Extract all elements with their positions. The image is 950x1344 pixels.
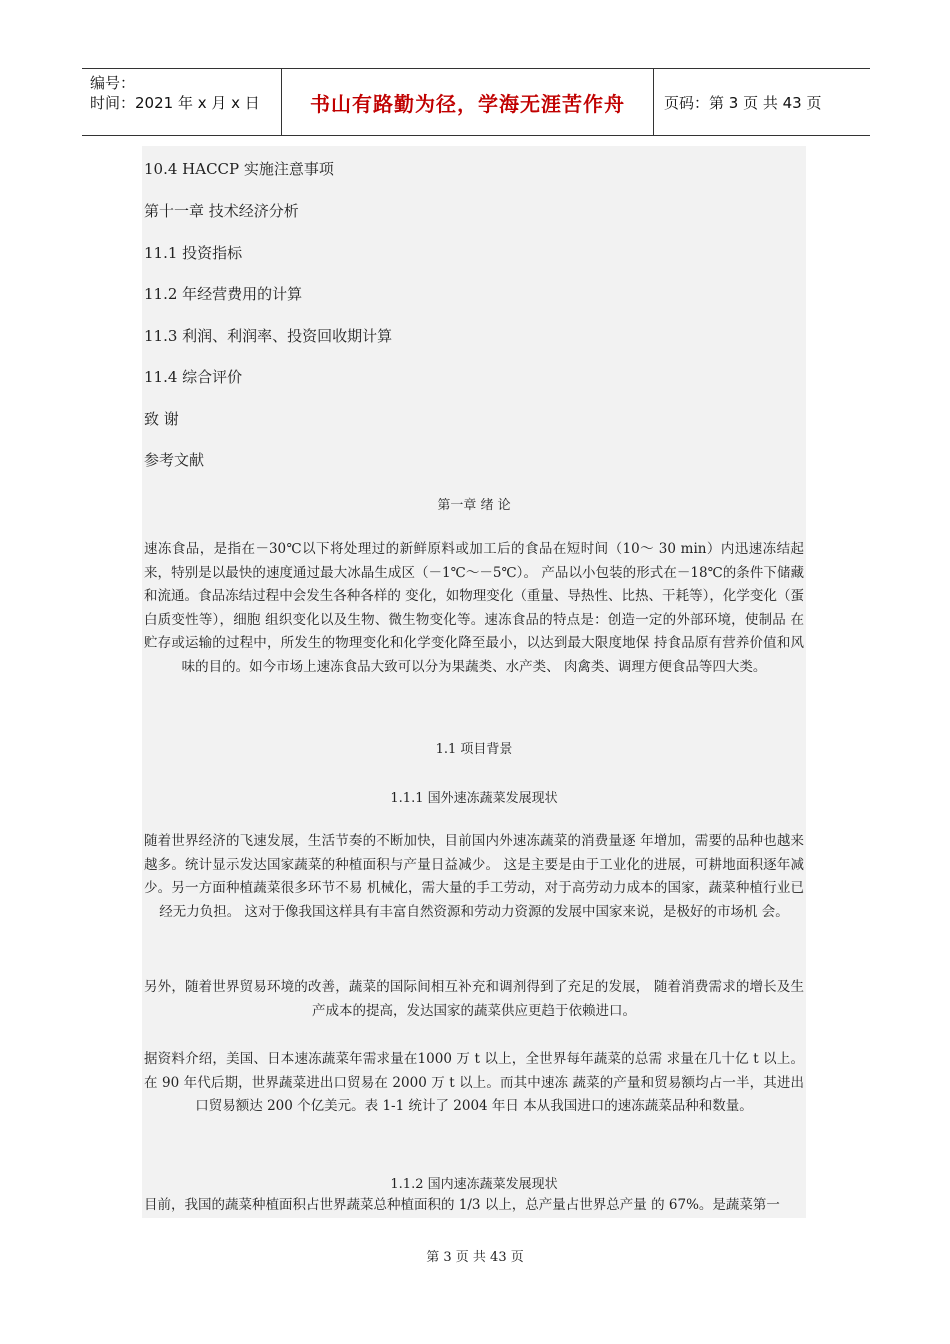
toc-item: 10.4 HACCP 实施注意事项 xyxy=(144,160,334,178)
header-motto-cell xyxy=(282,69,654,135)
toc-item: 11.2 年经营费用的计算 xyxy=(144,285,303,303)
subsection-heading: 1.1.2 国内速冻蔬菜发展现状 xyxy=(390,1177,558,1192)
toc-item: 致 谢 xyxy=(144,410,179,428)
toc-item: 参考文献 xyxy=(144,451,205,469)
header-meta xyxy=(82,69,282,135)
section-heading: 1.1 项目背景 xyxy=(435,742,513,757)
header-page-info: 页码：第 3 页 共 43 页 xyxy=(664,93,822,112)
paragraph-foreign-status: 随着世界经济的飞速发展，生活节奏的不断加快，目前国内外速冻蔬菜的消费量逐 年增加，需要的品种也越来越多。统计显示发达国家蔬菜的种植面积与产量日益减少。 这是主要是由于工业化的进展，可耕地面积逐年减少。另一方面种植蔬菜很多环节不易 机械化，需大量的手工劳动，对于高劳动力成本的国家，蔬菜种植行业已经无力负担。 这对于像我国这样具有丰富自然资源和劳动力资源的发展中国家来说，是极好的市场机 会。 xyxy=(144,833,804,920)
page-footer: 第 3 页 共 43 页 xyxy=(426,1250,524,1265)
document-date: 时间：2021 年 x 月 x 日 xyxy=(90,94,260,112)
document-body xyxy=(142,146,806,1218)
toc-item: 11.1 投资指标 xyxy=(144,244,243,262)
subsection-heading: 1.1.1 国外速冻蔬菜发展现状 xyxy=(390,791,558,806)
document-number-label: 编号： xyxy=(90,74,136,92)
paragraph-domestic-status: 目前，我国的蔬菜种植面积占世界蔬菜总种植面积的 1/3 以上，总产量占世界总产量 的 67%。是蔬菜第一 xyxy=(144,1197,780,1213)
chapter-title: 第一章 绪 论 xyxy=(437,498,511,513)
toc-item: 11.3 利润、利润率、投资回收期计算 xyxy=(144,327,393,345)
paragraph-trade-environment: 另外，随着世界贸易环境的改善，蔬菜的国际间相互补充和调剂得到了充足的发展， 随着消费需求的增长及生产成本的提高，发达国家的蔬菜供应更趋于依赖进口。 xyxy=(144,979,804,1019)
header-motto: 书山有路勤为径，学海无涯苦作舟 xyxy=(310,91,625,116)
toc-item: 11.4 综合评价 xyxy=(144,368,243,386)
toc-item: 第十一章 技术经济分析 xyxy=(144,202,299,220)
paragraph-demand-statistics: 据资料介绍，美国、日本速冻蔬菜年需求量在1000 万 t 以上，全世界每年蔬菜的总需 求量在几十亿 t 以上。在 90 年代后期，世界蔬菜进出口贸易在 2000 万 t 以上。而其中速冻 蔬菜的产量和贸易额均占一半，其进出口贸易额达 200 个亿美元。表 1-1 统计了 2004 年日 本从我国进口的速冻蔬菜品种和数量。 xyxy=(144,1051,804,1114)
page-header xyxy=(82,68,870,136)
intro-paragraph: 速冻食品，是指在－30℃以下将处理过的新鲜原料或加工后的食品在短时间（10～ 30 min）内迅速冻结起来，特别是以最快的速度通过最大冰晶生成区（－1℃～－5℃）。 产品以小包装的形式在－18℃的条件下储藏和流通。食品冻结过程中会发生各种各样的 变化，如物理变化（重量、导热性、比热、干耗等），化学变化（蛋白质变性等），细胞 组织变化以及生物、微生物变化等。速冻食品的特点是：创造一定的外部环境，使制品 在贮存或运输的过程中，所发生的物理变化和化学变化降至最小，以达到最大限度地保 持食品原有营养价值和风味的目的。如今市场上速冻食品大致可以分为果蔬类、水产类、 肉禽类、调理方便食品等四大类。 xyxy=(144,541,804,675)
